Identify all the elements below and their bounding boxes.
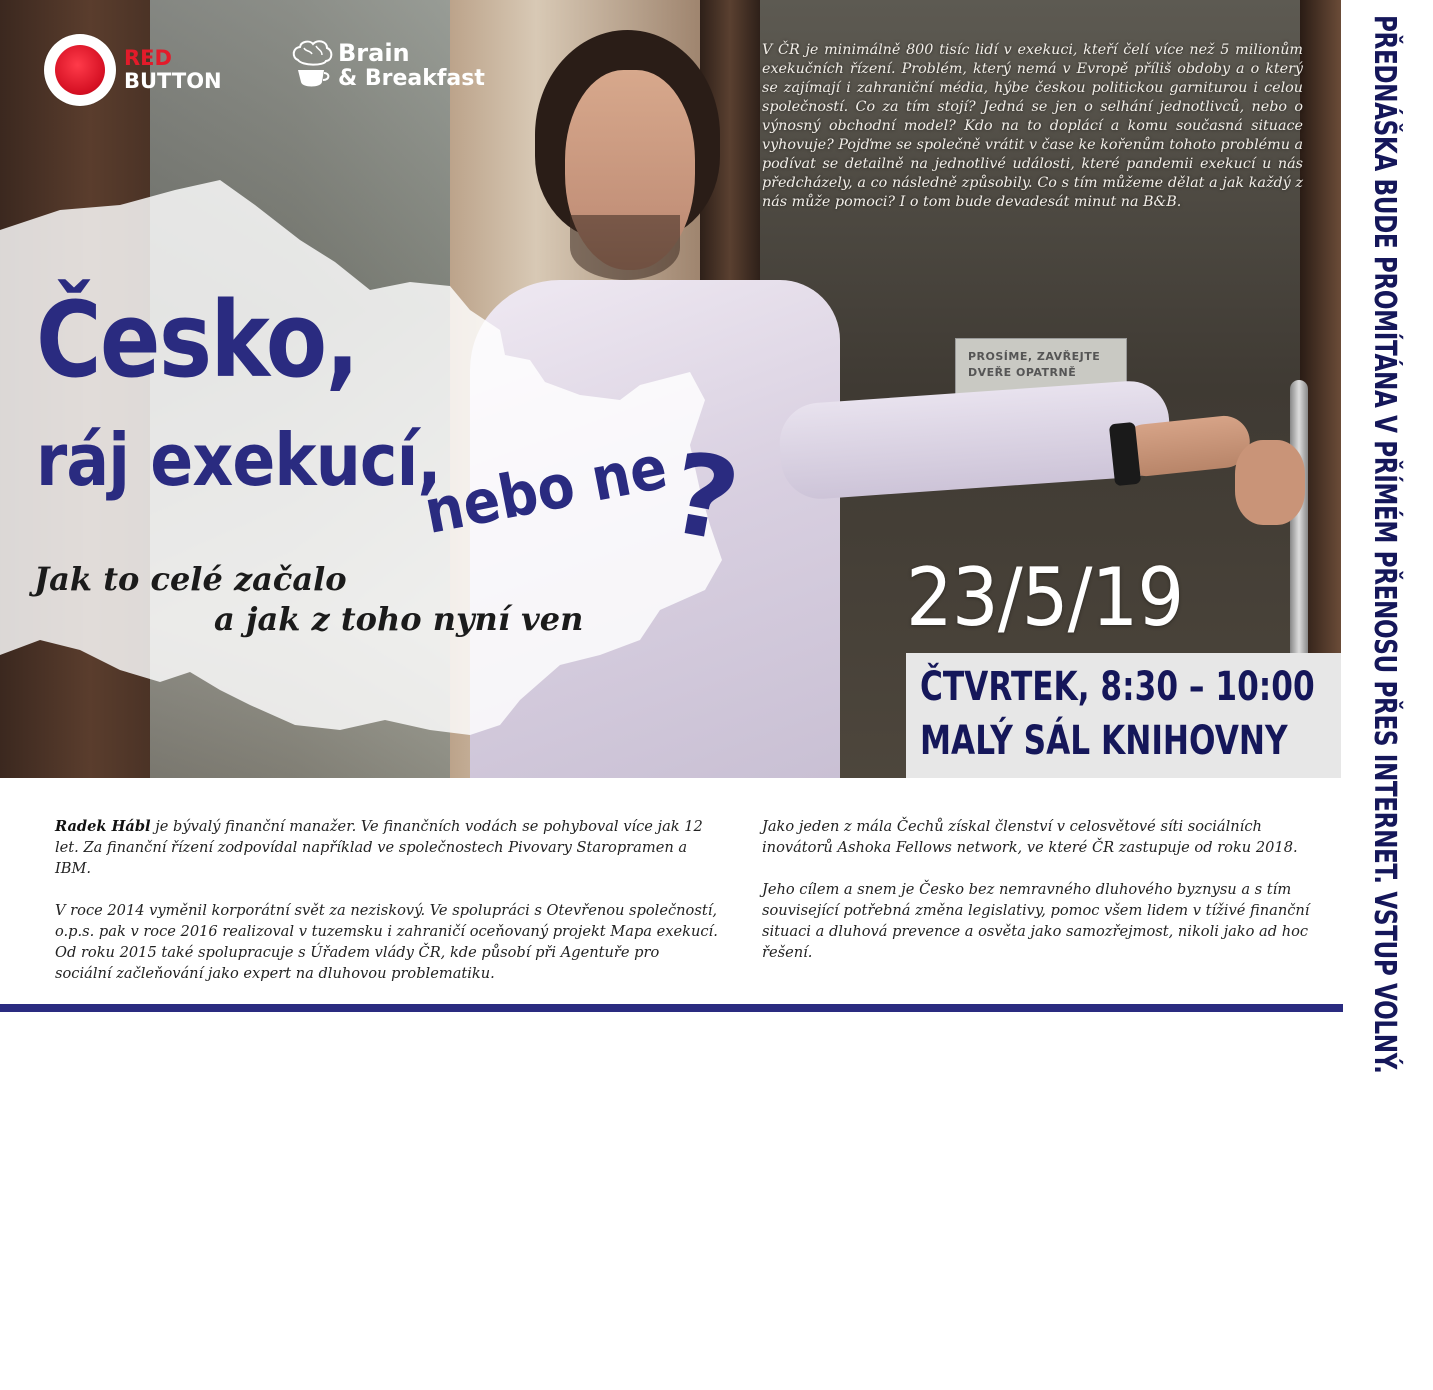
vertical-notice: PŘEDNÁŠKA BUDE PROMÍTÁNA V PŘÍMÉM PŘENOSU PŘES INTERNET. VSTUP VOLNÝ. bbox=[1367, 15, 1402, 1074]
red-button-logo-line2: BUTTON bbox=[124, 69, 222, 93]
subtitle-line2: a jak z toho nyní ven bbox=[214, 600, 584, 638]
red-button-logo bbox=[44, 34, 222, 106]
event-info-box bbox=[906, 653, 1341, 778]
event-time: ČTVRTEK, 8:30 – 10:00 bbox=[920, 664, 1315, 710]
door-sign-line2: DVEŘE OPATRNĚ bbox=[968, 366, 1077, 379]
brain-breakfast-logo-line1: Brain bbox=[338, 39, 410, 67]
bio-paragraph-1-text: je bývalý finanční manažer. Ve finančních vodách se pohyboval více jak 12 let. Za finanční řízení zodpovídal například ve společnostech Pivovary Staropramen a IBM. bbox=[55, 818, 703, 877]
bio-paragraph-1 bbox=[55, 816, 720, 879]
intro-paragraph: V ČR je minimálně 800 tisíc lidí v exekuci, kteří čelí více než 5 milionům exekučních řízení. Problém, který nemá v Evropě příliš obdoby a o který se zajímají i zahraniční média, hýbe českou politickou garniturou i celou společností. Co za tím stojí? Jedná se jen o selhání jednotlivců, nebo o výnosný obchodní model? Kdo na to doplácí a komu současná situace vyhovuje? Pojďme se společně vrátit v čase ke kořenům tohoto problému a podívat se detailně na jednotlivé události, které pandemii exekucí u nás předcházely, a co následně způsobily. Co s tím můžeme dělat a jak každý z nás může pomoci? I o tom bude devadesát minut na B&B. bbox=[762, 42, 1303, 210]
headline-line2: ráj exekucí, bbox=[36, 418, 441, 502]
red-button-icon bbox=[44, 34, 116, 106]
brain-cup-icon bbox=[290, 38, 334, 94]
event-date: 23/5/19 bbox=[906, 551, 1184, 644]
speaker-name: Radek Hábl bbox=[55, 818, 151, 835]
bio-left-column bbox=[55, 816, 720, 1005]
brain-breakfast-logo-line2: & Breakfast bbox=[338, 66, 485, 91]
event-place: MALÝ SÁL KNIHOVNY bbox=[920, 718, 1288, 764]
bio-paragraph-3: Jako jeden z mála Čechů získal členství v celosvětové síti sociálních inovátorů Ashoka Fellows network, ve které ČR zastupuje od roku 2018. bbox=[762, 818, 1298, 856]
bio-paragraph-2: V roce 2014 vyměnil korporátní svět za neziskový. Ve spolupráci s Otevřenou společností, o.p.s. pak v roce 2016 realizoval v tuzemsku i zahraničí oceňovaný projekt Mapa exekucí. Od roku 2015 také spolupracuje s Úřadem vlády ČR, kde působí při Agentuře pro sociální začleňování jako expert na dluhovou problematiku. bbox=[55, 902, 718, 982]
bottom-bar bbox=[0, 1004, 1343, 1012]
subtitle-line1: Jak to celé začalo bbox=[34, 560, 347, 598]
headline-line1: Česko, bbox=[36, 279, 358, 401]
headline-question-mark: ? bbox=[661, 428, 748, 568]
red-button-logo-line1: RED bbox=[124, 46, 172, 70]
vertical-notice-container bbox=[1362, 15, 1406, 1074]
headline-line3: nebo ne bbox=[419, 432, 673, 548]
brain-breakfast-logo bbox=[290, 38, 485, 94]
bio-paragraph-4: Jeho cílem a snem je Česko bez nemravného dluhového byznysu a s tím související potřebná změna legislativy, pomoc všem lidem v tíživé finanční situaci a dluhová prevence a osvěta jako samozřejmost, nikoli jako ad hoc řešení. bbox=[762, 881, 1310, 961]
bio-right-column bbox=[762, 816, 1310, 984]
door-sign-line1: PROSÍME, ZAVŘEJTE bbox=[968, 350, 1101, 363]
